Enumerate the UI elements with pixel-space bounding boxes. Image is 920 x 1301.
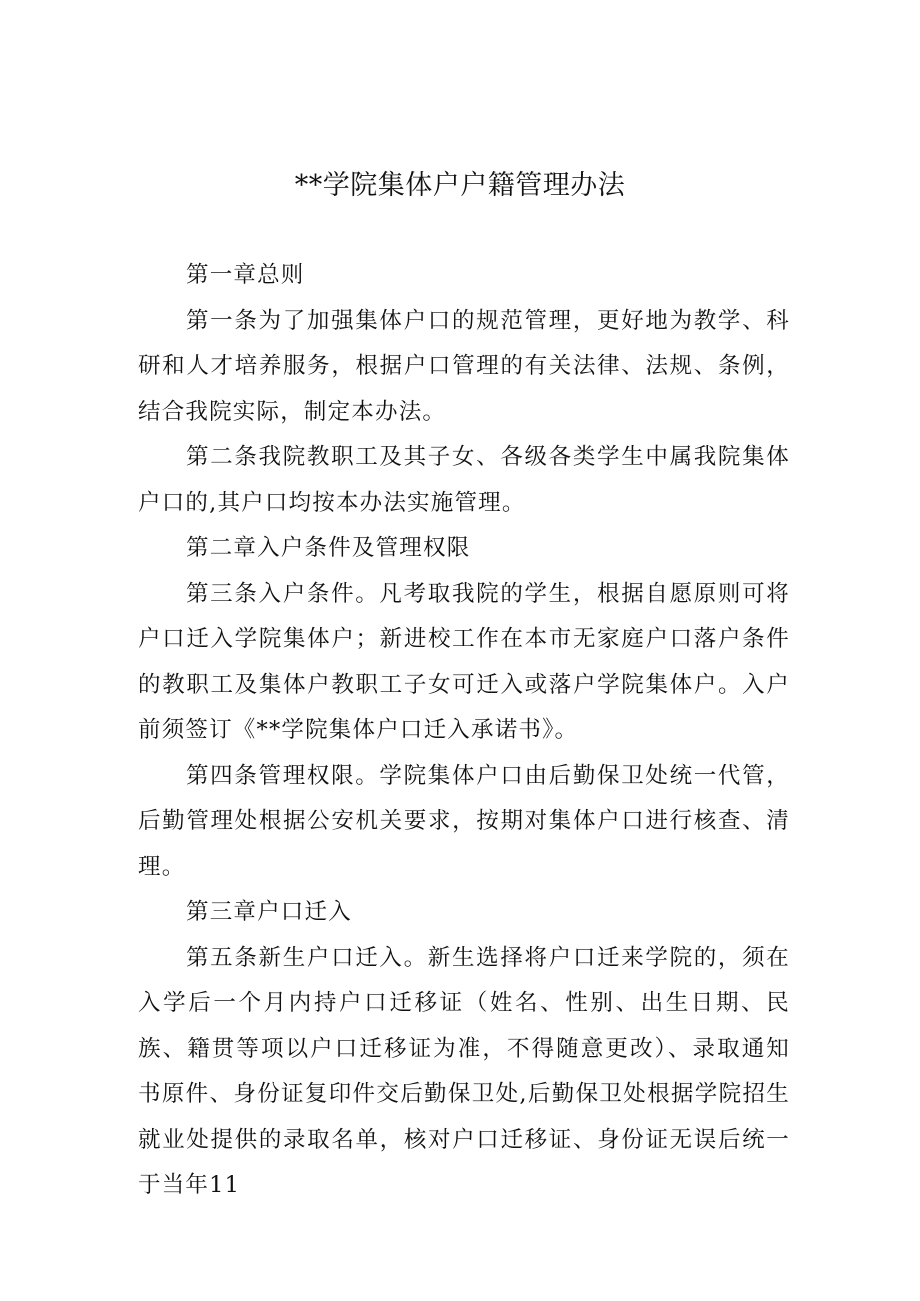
chapter-heading-2: 第二章入户条件及管理权限 bbox=[186, 535, 471, 561]
chapter-heading-1: 第一章总则 bbox=[186, 262, 305, 288]
article-3: 第三条入户条件。凡考取我院的学生，根据自愿原则可将户口迁入学院集体户；新进校工作在本市无家庭户口落户条件的教职工及集体户教职工子女可迁入或落户学院集体户。入户前须签订《**学院集体户口迁入承诺书》。 bbox=[138, 580, 790, 743]
article-1: 第一条为了加强集体户口的规范管理，更好地为教学、科研和人才培养服务，根据户口管理的有关法律、法规、条例，结合我院实际，制定本办法。 bbox=[138, 307, 790, 425]
document-body bbox=[138, 253, 790, 1209]
chapter-heading-3: 第三章户口迁入 bbox=[186, 899, 352, 925]
article-5: 第五条新生户口迁入。新生选择将户口迁来学院的，须在入学后一个月内持户口迁移证（姓名、性别、出生日期、民族、籍贯等项以户口迁移证为准，不得随意更改）、录取通知书原件、身份证复印件交后勤保卫处,后勤保卫处根据学院招生就业处提供的录取名单，核对户口迁移证、身份证无误后统一于当年11 bbox=[138, 944, 790, 1198]
article-4: 第四条管理权限。学院集体户口由后勤保卫处统一代管，后勤管理处根据公安机关要求，按期对集体户口进行核查、清理。 bbox=[138, 762, 790, 880]
document-title: **学院集体户户籍管理办法 bbox=[294, 170, 626, 201]
article-2: 第二条我院教职工及其子女、各级各类学生中属我院集体户口的,其户口均按本办法实施管理。 bbox=[138, 444, 790, 516]
